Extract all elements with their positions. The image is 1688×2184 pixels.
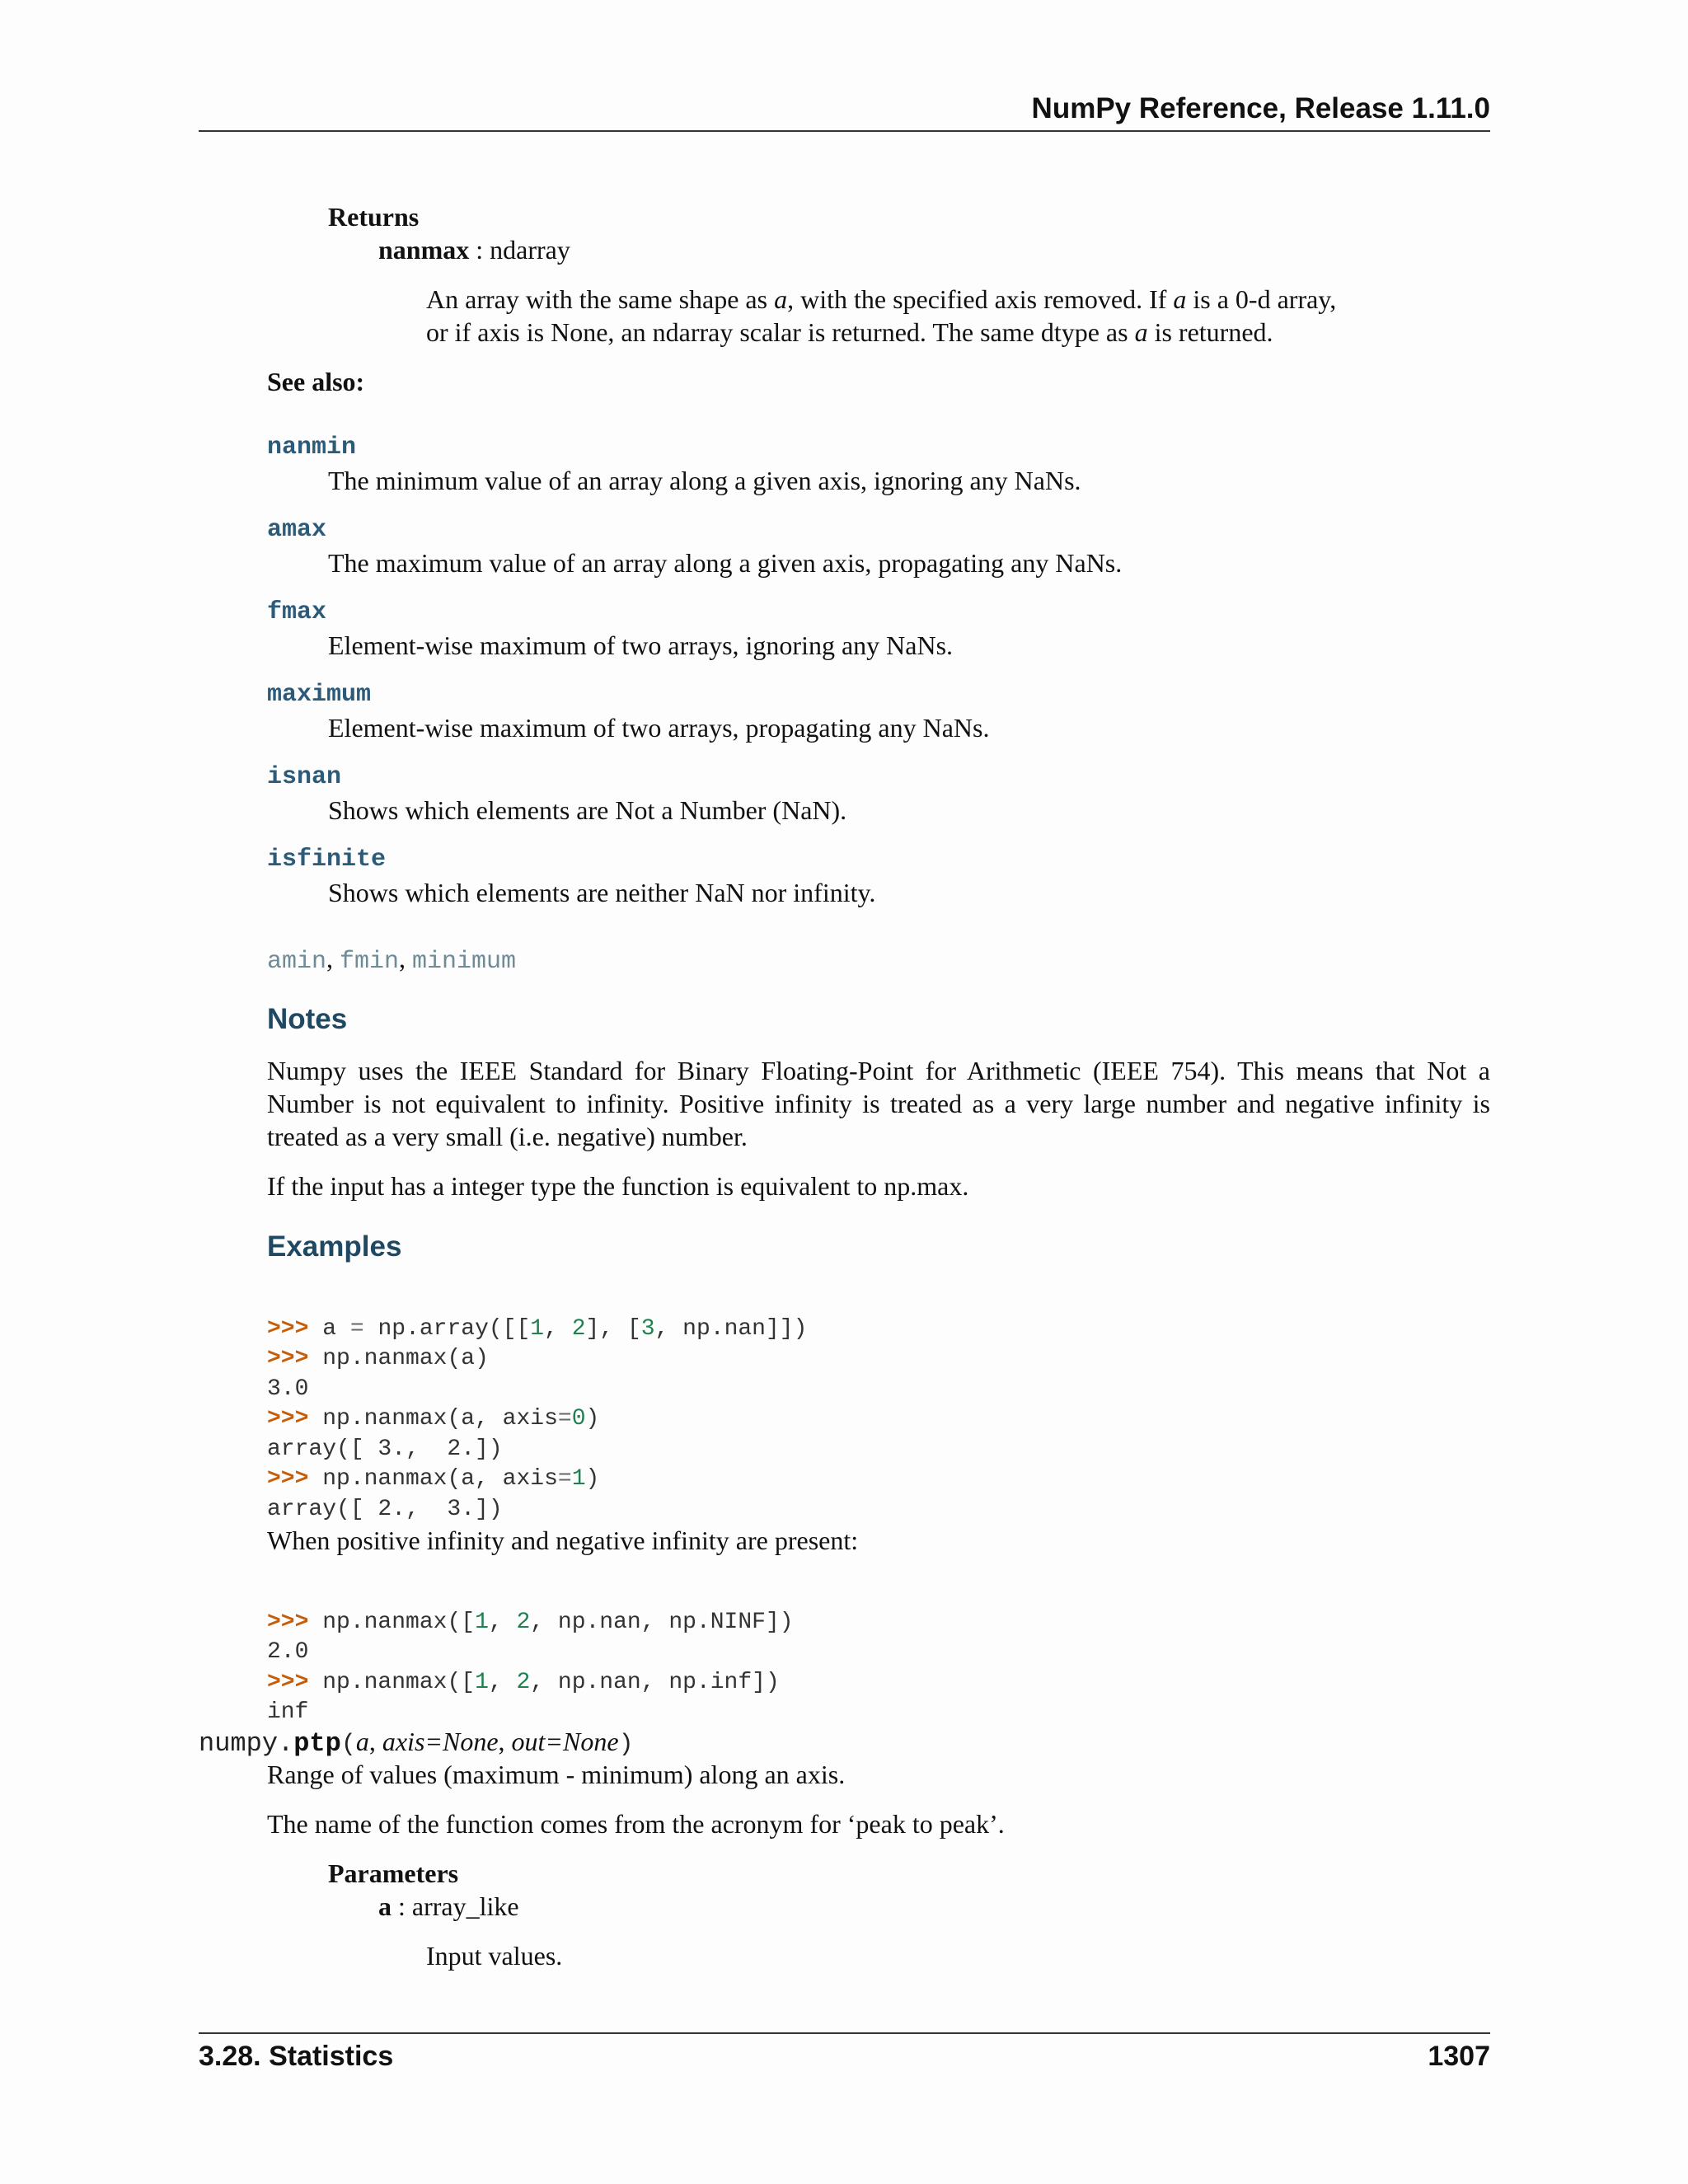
returns-heading: Returns [328,202,420,232]
signature-function-name: ptp [293,1728,341,1759]
code-output: array([ 3., 2.]) [267,1436,503,1462]
code-output: array([ 2., 3.]) [267,1496,503,1522]
returns-type: ndarray [490,235,570,265]
code-line: >>> a = np.array([[1, 2], [3, np.nan]]) [267,1315,808,1342]
see-also-heading: See also: [267,367,365,396]
see-also-desc: Shows which elements are Not a Number (NaN). [328,795,847,825]
see-also-desc: The maximum value of an array along a given axis, propagating any NaNs. [328,548,1123,578]
parameter-description: Input values. [426,1941,563,1971]
returns-entry: nanmax : ndarray [378,235,570,265]
code-line: >>> np.nanmax([1, 2, np.nan, np.NINF]) [267,1609,794,1635]
example-code-block-1 [267,1284,807,1555]
parameter-name: a [378,1891,392,1921]
see-also-link-isnan[interactable]: isnan [267,763,342,791]
see-also-desc: Element-wise maximum of two arrays, ignoring any NaNs. [328,630,954,660]
see-also-link-amin[interactable]: amin [267,948,327,976]
returns-desc-line2: or if axis is None, an ndarray scalar is returned. The same dtype as a is returned. [426,317,1273,347]
code-output: inf [267,1699,309,1725]
code-output: 3.0 [267,1376,309,1402]
footer-section-title: 3.28. Statistics [199,2041,394,2072]
signature-module: numpy. [199,1728,294,1759]
code-line: >>> np.nanmax([1, 2, np.nan, np.inf]) [267,1669,780,1695]
footer-rule [199,2032,1490,2034]
code-line: >>> np.nanmax(a) [267,1346,489,1371]
code-line: >>> np.nanmax(a, axis=1) [267,1466,600,1492]
examples-between-text: When positive infinity and negative infinity are present: [267,1526,859,1555]
see-also-desc: The minimum value of an array along a given axis, ignoring any NaNs. [328,466,1081,495]
ptp-acronym-note: The name of the function comes from the acronym for ‘peak to peak’. [267,1809,1005,1839]
see-also-extra-links: amin, fmin, minimum [267,944,517,976]
examples-heading: Examples [267,1230,402,1263]
notes-heading: Notes [267,1003,348,1035]
returns-desc-line1: An array with the same shape as a, with the specified axis removed. If a is a 0-d array, [426,284,1337,314]
see-also-desc: Shows which elements are neither NaN nor infinity. [328,878,876,907]
returns-description [426,283,1498,349]
signature-arg-out: out=None [511,1727,619,1756]
returns-name: nanmax [378,235,470,265]
ptp-summary: Range of values (maximum - minimum) along an axis. [267,1760,846,1789]
parameter-type: array_like [411,1891,519,1921]
see-also-link-isfinite[interactable]: isfinite [267,846,387,874]
see-also-link-minimum[interactable]: minimum [412,948,517,976]
see-also-link-amax[interactable]: amax [267,516,327,544]
notes-paragraph: Numpy uses the IEEE Standard for Binary Floating-Point for Arithmetic (IEEE 754). This means that Not a Number is not equivalent to infinity. Positive infinity is treated as a very large number and negative infinity is treated as a very small (i.e. negative) number. [267,1056,1490,1151]
parameters-heading: Parameters [328,1858,459,1888]
ptp-signature: numpy.ptp(a, axis=None, out=None) [199,1727,634,1759]
header-rule [199,130,1490,132]
signature-arg-axis: axis=None [382,1727,499,1756]
signature-arg-a: a [355,1727,369,1756]
see-also-link-fmin[interactable]: fmin [340,948,400,976]
code-line: >>> np.nanmax(a, axis=0) [267,1406,600,1432]
see-also-link-fmax[interactable]: fmax [267,598,327,626]
running-header-title: NumPy Reference, Release 1.11.0 [1031,92,1490,124]
code-output: 2.0 [267,1639,309,1665]
footer-page-number: 1307 [1428,2041,1490,2072]
parameter-entry: a : array_like [378,1891,519,1921]
notes-paragraph-integer: If the input has a integer type the function is equivalent to np.max. [267,1171,969,1201]
see-also-link-nanmin[interactable]: nanmin [267,434,357,462]
see-also-link-maximum[interactable]: maximum [267,681,372,709]
see-also-desc: Element-wise maximum of two arrays, propagating any NaNs. [328,713,990,743]
